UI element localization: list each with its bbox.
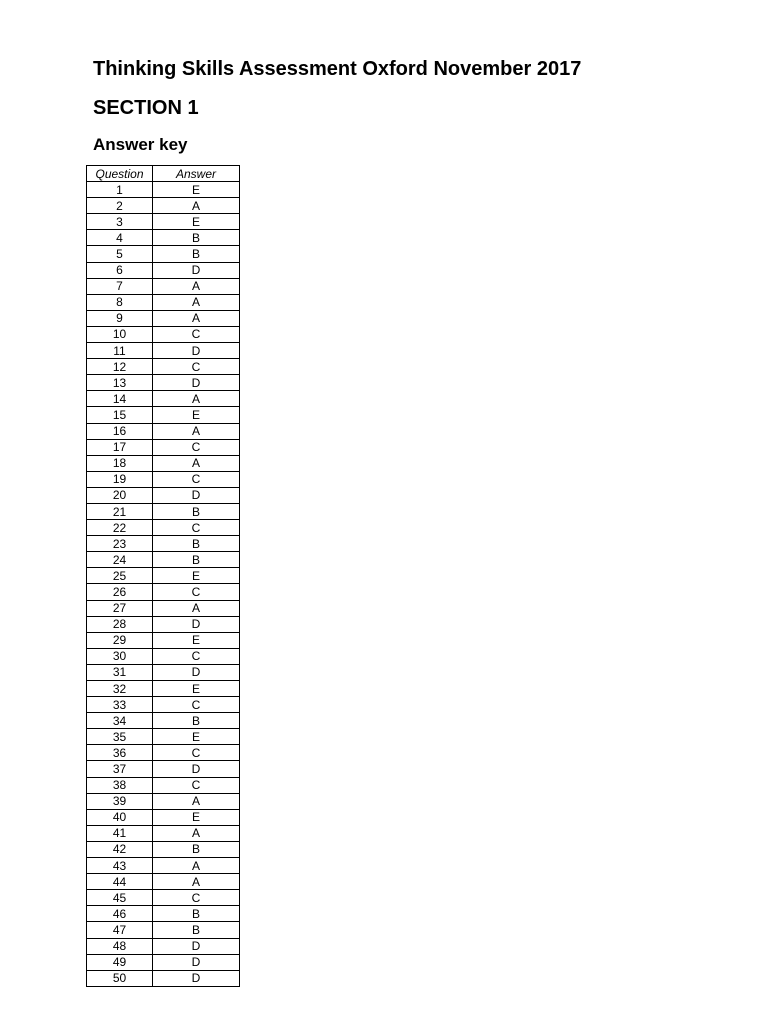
answer-cell: B [153, 552, 240, 568]
question-number-cell: 21 [87, 503, 153, 519]
column-header-question: Question [87, 166, 153, 182]
answer-cell: B [153, 503, 240, 519]
answer-cell: D [153, 970, 240, 986]
table-row [87, 471, 240, 487]
question-number-cell: 48 [87, 938, 153, 954]
question-number-cell: 43 [87, 858, 153, 874]
answer-cell: E [153, 729, 240, 745]
answer-cell: C [153, 471, 240, 487]
table-row [87, 616, 240, 632]
question-number-cell: 22 [87, 520, 153, 536]
answer-cell: A [153, 858, 240, 874]
question-number-cell: 31 [87, 664, 153, 680]
table-row [87, 246, 240, 262]
question-number-cell: 34 [87, 713, 153, 729]
table-row [87, 198, 240, 214]
question-number-cell: 36 [87, 745, 153, 761]
table-row [87, 922, 240, 938]
question-number-cell: 49 [87, 954, 153, 970]
answer-cell: C [153, 584, 240, 600]
answer-cell: A [153, 198, 240, 214]
table-row [87, 262, 240, 278]
table-row [87, 729, 240, 745]
question-number-cell: 44 [87, 874, 153, 890]
answer-cell: C [153, 326, 240, 342]
answer-cell: C [153, 359, 240, 375]
question-number-cell: 15 [87, 407, 153, 423]
answer-cell: D [153, 954, 240, 970]
question-number-cell: 5 [87, 246, 153, 262]
answer-cell: C [153, 697, 240, 713]
table-row [87, 230, 240, 246]
table-row [87, 375, 240, 391]
answer-cell: E [153, 407, 240, 423]
table-row [87, 391, 240, 407]
table-row [87, 761, 240, 777]
answer-cell: A [153, 423, 240, 439]
answer-cell: C [153, 890, 240, 906]
question-number-cell: 23 [87, 536, 153, 552]
table-row [87, 423, 240, 439]
question-number-cell: 39 [87, 793, 153, 809]
question-number-cell: 14 [87, 391, 153, 407]
answer-cell: D [153, 343, 240, 359]
document-title: Thinking Skills Assessment Oxford November 2017 [93, 58, 582, 80]
question-number-cell: 20 [87, 487, 153, 503]
answer-cell: D [153, 761, 240, 777]
question-number-cell: 40 [87, 809, 153, 825]
question-number-cell: 45 [87, 890, 153, 906]
answer-cell: E [153, 809, 240, 825]
table-row [87, 970, 240, 986]
question-number-cell: 38 [87, 777, 153, 793]
table-row [87, 858, 240, 874]
question-number-cell: 16 [87, 423, 153, 439]
table-row [87, 552, 240, 568]
answer-key-table [86, 165, 240, 987]
answer-cell: B [153, 230, 240, 246]
answer-cell: B [153, 841, 240, 857]
table-row [87, 825, 240, 841]
question-number-cell: 6 [87, 262, 153, 278]
table-row [87, 520, 240, 536]
table-row [87, 503, 240, 519]
table-row [87, 407, 240, 423]
table-row [87, 954, 240, 970]
table-body [87, 182, 240, 987]
table-row [87, 487, 240, 503]
question-number-cell: 19 [87, 471, 153, 487]
table-row [87, 874, 240, 890]
answer-cell: A [153, 278, 240, 294]
answer-cell: C [153, 745, 240, 761]
table-row [87, 310, 240, 326]
table-row [87, 681, 240, 697]
question-number-cell: 2 [87, 198, 153, 214]
table-row [87, 841, 240, 857]
table-row [87, 697, 240, 713]
answer-cell: B [153, 536, 240, 552]
answer-cell: A [153, 294, 240, 310]
question-number-cell: 35 [87, 729, 153, 745]
question-number-cell: 33 [87, 697, 153, 713]
question-number-cell: 29 [87, 632, 153, 648]
answer-cell: A [153, 310, 240, 326]
question-number-cell: 47 [87, 922, 153, 938]
answer-cell: B [153, 922, 240, 938]
answer-cell: E [153, 681, 240, 697]
answer-cell: D [153, 616, 240, 632]
table-row [87, 359, 240, 375]
table-row [87, 584, 240, 600]
question-number-cell: 7 [87, 278, 153, 294]
table-row [87, 648, 240, 664]
table-row [87, 793, 240, 809]
answer-cell: C [153, 777, 240, 793]
table-header-row [87, 166, 240, 182]
answer-cell: E [153, 182, 240, 198]
answer-cell: E [153, 632, 240, 648]
table-row [87, 536, 240, 552]
table-row [87, 777, 240, 793]
table-row [87, 938, 240, 954]
table-row [87, 890, 240, 906]
answer-cell: B [153, 246, 240, 262]
column-header-answer: Answer [153, 166, 240, 182]
table-row [87, 343, 240, 359]
question-number-cell: 12 [87, 359, 153, 375]
table-row [87, 809, 240, 825]
table-row [87, 664, 240, 680]
table-row [87, 906, 240, 922]
table-row [87, 713, 240, 729]
question-number-cell: 37 [87, 761, 153, 777]
question-number-cell: 30 [87, 648, 153, 664]
answer-cell: A [153, 874, 240, 890]
answer-cell: A [153, 825, 240, 841]
answer-cell: A [153, 793, 240, 809]
question-number-cell: 3 [87, 214, 153, 230]
answer-key-heading: Answer key [93, 135, 188, 154]
question-number-cell: 24 [87, 552, 153, 568]
question-number-cell: 1 [87, 182, 153, 198]
table-row [87, 745, 240, 761]
question-number-cell: 26 [87, 584, 153, 600]
answer-cell: C [153, 520, 240, 536]
question-number-cell: 11 [87, 343, 153, 359]
answer-cell: B [153, 713, 240, 729]
answer-cell: B [153, 906, 240, 922]
table-row [87, 294, 240, 310]
table-row [87, 632, 240, 648]
answer-cell: D [153, 262, 240, 278]
table-row [87, 278, 240, 294]
question-number-cell: 28 [87, 616, 153, 632]
table-row [87, 182, 240, 198]
answer-cell: D [153, 487, 240, 503]
question-number-cell: 25 [87, 568, 153, 584]
section-heading: SECTION 1 [93, 97, 199, 119]
question-number-cell: 9 [87, 310, 153, 326]
question-number-cell: 42 [87, 841, 153, 857]
table-row [87, 600, 240, 616]
table-row [87, 439, 240, 455]
question-number-cell: 4 [87, 230, 153, 246]
answer-cell: C [153, 439, 240, 455]
question-number-cell: 8 [87, 294, 153, 310]
answer-cell: A [153, 391, 240, 407]
answer-cell: D [153, 938, 240, 954]
question-number-cell: 32 [87, 681, 153, 697]
table-row [87, 214, 240, 230]
answer-cell: A [153, 455, 240, 471]
answer-cell: D [153, 664, 240, 680]
question-number-cell: 17 [87, 439, 153, 455]
question-number-cell: 50 [87, 970, 153, 986]
table-row [87, 568, 240, 584]
answer-cell: A [153, 600, 240, 616]
question-number-cell: 27 [87, 600, 153, 616]
answer-cell: D [153, 375, 240, 391]
question-number-cell: 13 [87, 375, 153, 391]
answer-cell: E [153, 214, 240, 230]
answer-cell: C [153, 648, 240, 664]
answer-cell: E [153, 568, 240, 584]
table-row [87, 455, 240, 471]
question-number-cell: 10 [87, 326, 153, 342]
question-number-cell: 18 [87, 455, 153, 471]
table-row [87, 326, 240, 342]
question-number-cell: 46 [87, 906, 153, 922]
question-number-cell: 41 [87, 825, 153, 841]
